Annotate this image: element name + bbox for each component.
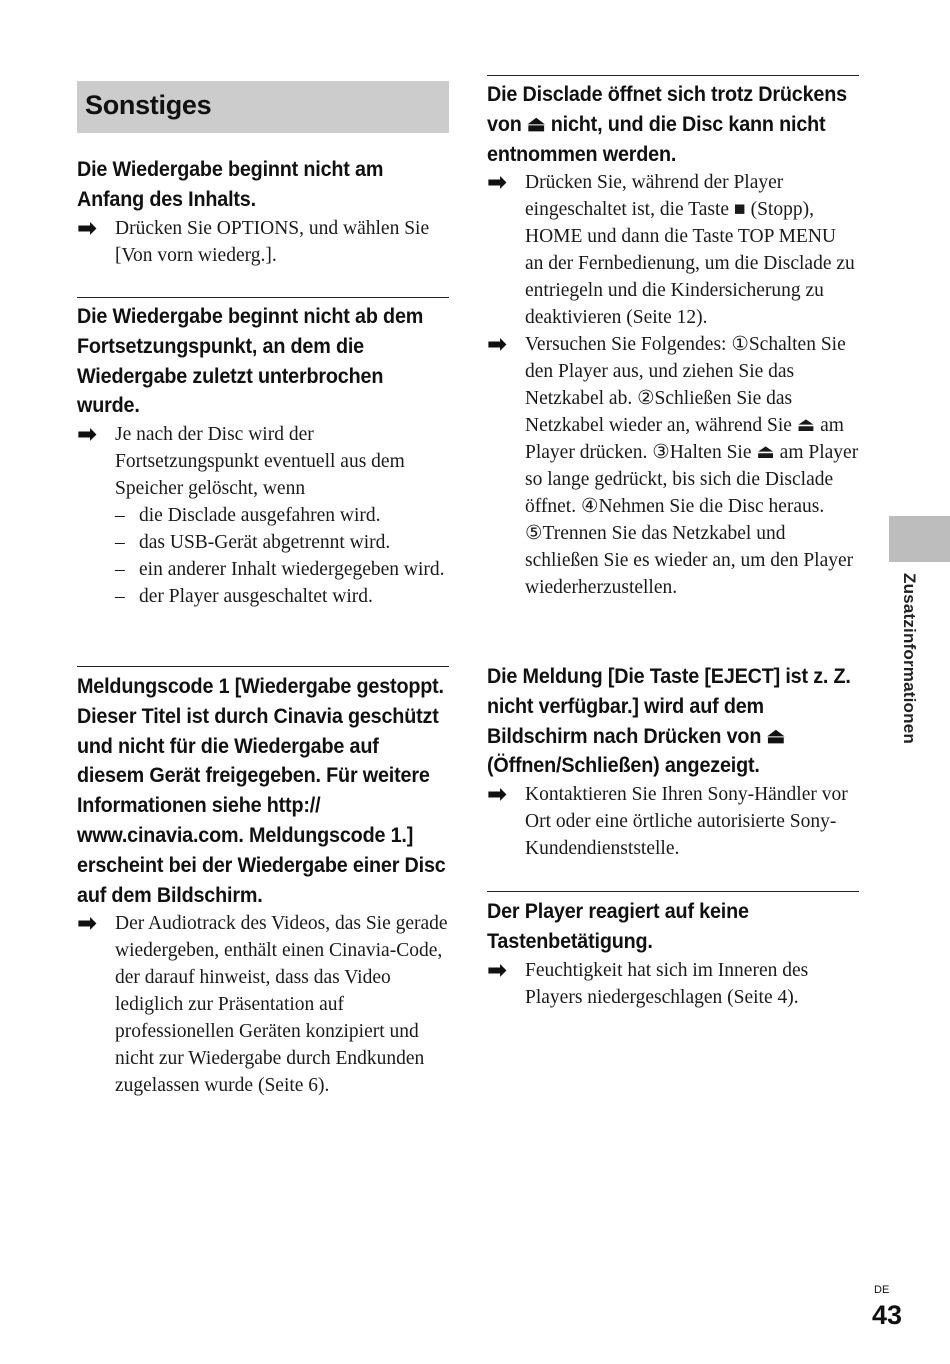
arrow-right-icon: ➡: [487, 168, 508, 197]
section-banner: [77, 81, 449, 133]
faq-item-resume-point: [77, 297, 449, 610]
arrow-right-icon: ➡: [77, 909, 98, 938]
faq-item-no-response: [487, 891, 859, 1011]
list-item: – der Player ausgeschaltet wird.: [139, 583, 449, 610]
list-item: – die Disclade ausgefahren wird.: [139, 502, 449, 529]
section-divider: [487, 75, 859, 76]
section-divider: [77, 297, 449, 298]
list-item: – ein anderer Inhalt wiedergegeben wird.: [139, 556, 449, 583]
arrow-right-icon: ➡: [77, 420, 98, 449]
arrow-right-icon: ➡: [487, 330, 508, 359]
faq-question: Der Player reagiert auf keine Tastenbetätigung.: [487, 899, 749, 953]
page-number: 43: [872, 1300, 903, 1330]
arrow-right-icon: ➡: [487, 955, 508, 984]
faq-item-disc-tray: [487, 75, 859, 601]
faq-answer-text: Je nach der Disc wird der Fortsetzungspunkt eventuell aus dem Speicher gelöscht, wenn: [115, 424, 405, 500]
faq-answer-text: Drücken Sie, während der Player eingeschaltet ist, die Taste ■ (Stopp), HOME und dann die Taste TOP MENU an der Fernbedienung, um die Disclade zu entriegeln und die Kindersicherung zu deaktivieren (Seite 12).: [525, 172, 855, 329]
faq-item-cinavia: [77, 666, 449, 1099]
side-tab-marker: [889, 516, 950, 562]
faq-question: Die Wiedergabe beginnt nicht am Anfang des Inhalts.: [77, 157, 384, 211]
faq-question: Die Wiedergabe beginnt nicht ab dem Fortsetzungspunkt, an dem die Wiedergabe zuletzt unterbrochen wurde.: [77, 304, 424, 418]
faq-answer: [487, 331, 859, 601]
side-tab-label: Zusatzinformationen: [900, 573, 919, 744]
faq-answer: [77, 215, 449, 269]
faq-item-eject-message: [487, 662, 859, 862]
section-divider: [77, 666, 449, 667]
faq-answer-text: Versuchen Sie Folgendes: ①Schalten Sie den Player aus, und ziehen Sie das Netzkabel ab. ②Schließen Sie das Netzkabel wieder an, während Sie ⏏ am Player drücken. ③Halten Sie ⏏ am Player so lange gedrückt, bis sich die Disclade öffnet. ④Nehmen Sie die Disc heraus. ⑤Trennen Sie das Netzkabel und schließen Sie es wieder an, um den Player wiederherzustellen.: [525, 334, 859, 599]
faq-answer: [487, 781, 859, 862]
arrow-right-icon: ➡: [77, 213, 98, 242]
faq-answer: [487, 957, 859, 1011]
faq-answer-text: Drücken Sie OPTIONS, und wählen Sie [Von vorn wiederg.].: [115, 217, 430, 266]
faq-question: Die Disclade öffnet sich trotz Drückens von ⏏ nicht, und die Disc kann nicht entnommen werden.: [487, 82, 847, 166]
arrow-right-icon: ➡: [487, 780, 508, 809]
faq-answer-text: Feuchtigkeit hat sich im Inneren des Players niedergeschlagen (Seite 4).: [525, 959, 809, 1008]
list-item: – das USB-Gerät abgetrennt wird.: [139, 529, 449, 556]
condition-list: [115, 502, 449, 610]
faq-item-resume-start: [77, 155, 449, 269]
section-divider: [487, 891, 859, 892]
page-language: DE: [874, 1284, 890, 1296]
faq-answer-text: Kontaktieren Sie Ihren Sony-Händler vor Ort oder eine örtliche autorisierte Sony-Kundendienststelle.: [525, 784, 848, 860]
faq-question: Meldungscode 1 [Wiedergabe gestoppt. Dieser Titel ist durch Cinavia geschützt und nicht für die Wiedergabe auf diesem Gerät freigegeben. Für weitere Informationen siehe http:// www.cinavia.com. Meldungscode 1.] erscheint bei der Wiedergabe einer Disc auf dem Bildschirm.: [77, 674, 446, 907]
faq-question: Die Meldung [Die Taste [EJECT] ist z. Z. nicht verfügbar.] wird auf dem Bildschirm nach Drücken von ⏏ (Öffnen/Schließen) angezeigt.: [487, 664, 851, 778]
faq-answer: [487, 169, 859, 331]
section-title: Sonstiges: [85, 90, 212, 120]
faq-answer: [77, 421, 449, 610]
faq-answer: [77, 910, 449, 1099]
faq-answer-text: Der Audiotrack des Videos, das Sie gerade wiedergeben, enthält einen Cinavia-Code, der darauf hinweist, dass das Video lediglich zur Präsentation auf professionellen Geräten konzipiert und nicht zur Wiedergabe durch Endkunden zugelassen wurde (Seite 6).: [115, 913, 448, 1097]
